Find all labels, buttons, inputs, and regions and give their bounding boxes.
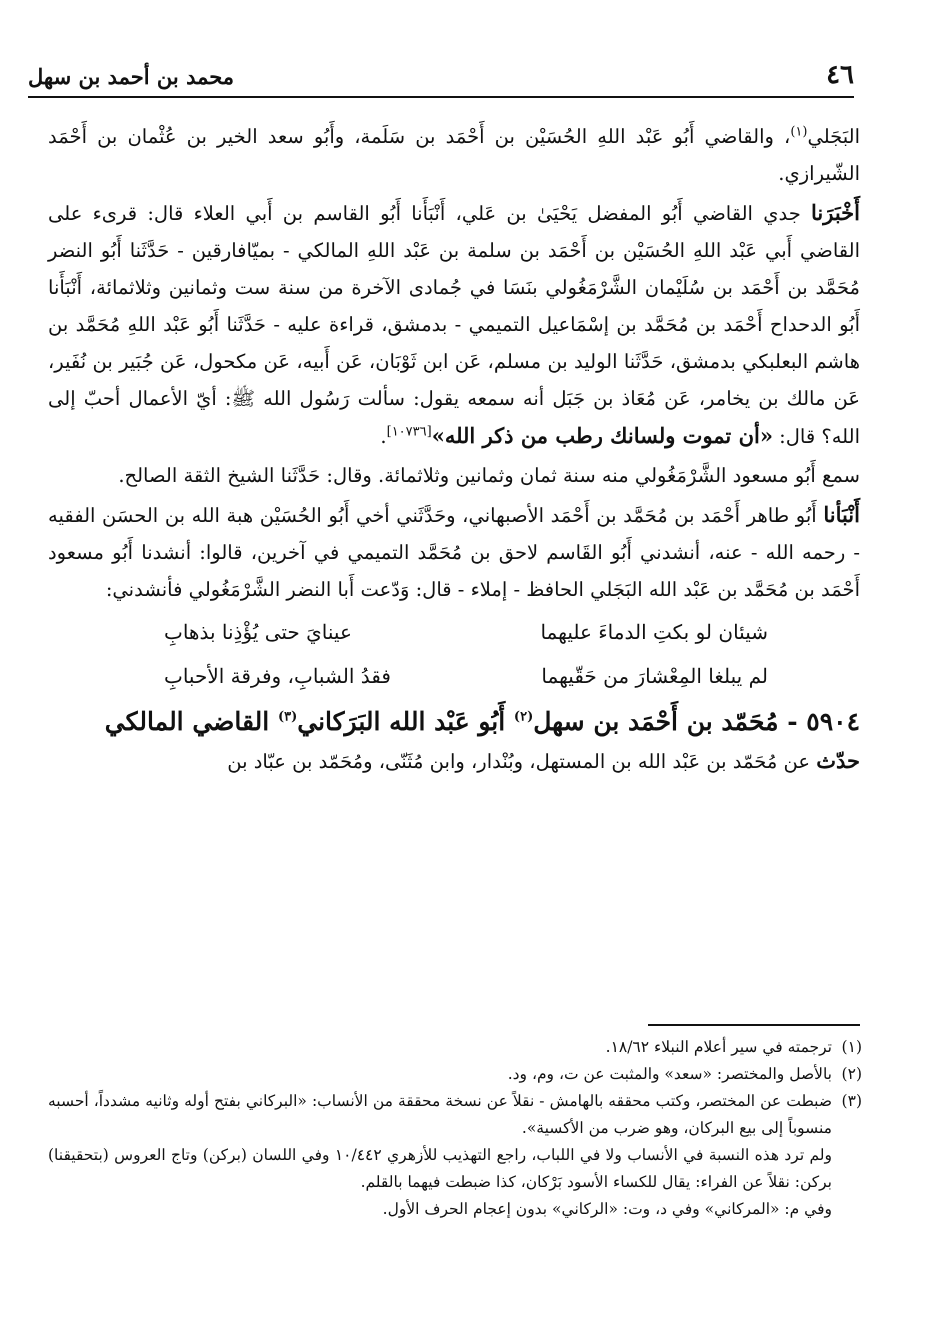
main-text: [48, 118, 860, 782]
verse-1-second-hemistich: عينايَ حتى يُؤْذِنا بذهابِ: [164, 620, 352, 644]
paragraph-1: [48, 118, 860, 192]
page-header: [28, 58, 854, 98]
paragraph-5-text: عن مُحَمّد بن عَبْد الله بن المستهل، وبُنْدار، وابن مُثَنّى، ومُحَمّد بن عبّاد بن: [227, 750, 817, 773]
footnote-3-continuation-2: وفي م: «المركاني» وفي د، وت: «الركاني» بدون إعجام الحرف الأول.: [382, 1200, 832, 1218]
paragraph-3: سمع أَبُو مسعود الشَّرْمَغُولي منه سنة ثمان وثمانين وثلاثمائة. وقال: حَدَّثَنا الشيخ الثقة الصالح.: [118, 464, 860, 487]
footnote-ref-3: (٣): [277, 709, 298, 725]
verse-2-first-hemistich: لم يبلغا المِعْشارَ من حَقّيهما: [541, 664, 768, 688]
footnote-1-text: ترجمته في سير أعلام النبلاء ١٨/٦٢.: [605, 1038, 832, 1056]
running-title: محمد بن أحمد بن سهل: [28, 64, 235, 89]
transmission-keyword-3: حدّث: [816, 748, 860, 773]
footnote-1-number: (١): [841, 1038, 862, 1056]
footnote-2-number: (٢): [841, 1065, 862, 1083]
footnote-3-continuation-1: ولم ترد هذه النسبة في الأنساب ولا في اللباب، راجع التهذيب للأزهري ١٠/٤٤٢ وفي اللسان (بركن) وتاج العروس (بتحقيقنا) بركن: نقلاً عن الفراء: يقال للكساء الأسود بَرْكان، كذا ضبطت فيهما بالقلم.: [48, 1146, 832, 1191]
verse-line-2: [48, 656, 860, 696]
footnote-3-text: ضبطت عن المختصر، وكتب محققه بالهامش - نقلاً عن نسخة محققة من الأنساب: «البركاني بفتح أوله وثانيه مشدداً، أحسبه منسوباً إلى بيع البركان، وهو ضرب من الأكسية».: [48, 1092, 832, 1137]
footnotes: [48, 1034, 862, 1223]
footnote-ref-1: (١): [790, 124, 808, 140]
entry-title-kunya: أَبُو عَبْد الله البَرَكاني: [297, 707, 514, 736]
footnote-3: [48, 1088, 862, 1142]
transmission-keyword: أَخْبَرَنا: [811, 200, 860, 225]
hadith-quote: «أن تموت ولسانك رطب من ذكر الله»: [431, 423, 773, 448]
transmission-keyword-2: أَنْبَأنا: [823, 502, 860, 527]
verse-1-first-hemistich: شيئان لو بكتِ الدماءَ عليهما: [540, 620, 768, 644]
page-number: ٤٦: [826, 60, 854, 90]
entry-title-role: القاضي المالكي: [104, 707, 278, 736]
paragraph-4: [48, 496, 860, 608]
footnote-separator: [648, 1024, 860, 1026]
entry-title-name: ٥٩٠٤ - مُحَمّد بن أَحْمَد بن سهل: [533, 707, 860, 736]
entry-heading: [48, 702, 860, 742]
verse-line-1: [48, 612, 860, 652]
paragraph-2-text: جدي القاضي أَبُو المفضل يَحْيَىٰ بن عَلي، أَنْبَأَنا أَبُو القاسم بن أَبي العلاء قال: قرىء على القاضي أَبي عَبْد اللهِ الحُسَيْن بن أَحْمَد بن سلمة بن عَبْد اللهِ المالكي - بميّافارقين - حَدَّثَنا أَبُو النضر مُحَمَّد بن أَحْمَد بن سُلَيْمان الشَّرْمَغُولي بنَسَا في جُمادى الآخرة من سنة ست وثمانين وثلاثمائة، أَنْبَأَنا أَبُو الدحداح أَحْمَد بن مُحَمَّد بن إسْمَاعيل التميمي - بدمشق، قراءة عليه - حَدَّثَنا أَبُو عَبْد اللهِ مُحَمَّد بن هاشم البعلبكي بدمشق، حَدَّثَنا الوليد بن مسلم، عَن ابن ثَوْبَان، عَن أَبيه، عَن مكحول، عَن جُبَير بن نُفَير، عَن مالك بن يخامر، عَن مُعَاذ بن جَبَل أنه سمعه يقول: سألت رَسُول الله ﷺ: أيّ الأعمال أحبّ إلى الله؟ قال:: [48, 202, 860, 448]
footnote-1: [48, 1034, 862, 1061]
footnote-3-number: (٣): [841, 1092, 862, 1110]
paragraph-1-rest: ، والقاضي أَبُو عَبْد اللهِ الحُسَيْن بن أَحْمَد بن سَلَمة، وأَبُو سعد الخير بن عُثْمان بن أَحْمَد الشّيرازي.: [48, 125, 860, 185]
footnote-ref-2: (٢): [513, 709, 534, 725]
paragraph-2: أَخْبَرَنا جدي القاضي أَبُو المفضل يَحْيَىٰ بن عَلي، أَنْبَأَنا أَبُو القاسم بن أَبي العلاء قال: قرىء على القاضي أَبي عَبْد اللهِ الحُسَيْن بن أَحْمَد بن سلمة بن عَبْد اللهِ المالكي - بميّافارقين - حَدَّثَنا أَبُو النضر مُحَمَّد بن أَحْمَد بن سُلَيْمان الشَّرْمَغُولي بنَسَا في جُمادى الآخرة من سنة ست وثمانين وثلاثمائة، أَنْبَأَنا أَبُو الدحداح أَحْمَد بن مُحَمَّد بن إسْمَاعيل التميمي - بدمشق، قراءة عليه - حَدَّثَنا أَبُو عَبْد اللهِ مُحَمَّد بن هاشم البعلبكي بدمشق، حَدَّثَنا الوليد بن مسلم، عَن ابن ثَوْبَان، عَن أَبيه، عَن مكحول، عَن جُبَير بن نُفَير، عَن مالك بن يخامر، عَن مُعَاذ بن جَبَل أنه سمعه يقول: سألت رَسُول الله ﷺ: أيّ الأعمال أحبّ إلى الله؟ قال: «أن تموت ولسانك رطب من ذكر الله»[١٠٧٣٦].: [48, 200, 860, 448]
hadith-number: [١٠٧٣٦]: [386, 424, 432, 440]
verse-2-second-hemistich: فقدُ الشبابِ، وفرقة الأحبابِ: [164, 664, 391, 688]
paragraph-5: [48, 742, 860, 780]
paragraph-1-start: البَجَلي: [807, 125, 860, 148]
footnote-2-text: بالأصل والمختصر: «سعد» والمثبت عن ت، وم، ود.: [507, 1065, 832, 1083]
paragraph-4-text: أَبُو طاهر أَحْمَد بن مُحَمَّد بن أَحْمَد الأصبهاني، وحَدَّثَني أخي أَبُو الحُسَيْن هبة الله بن الحسَن الفقيه - رحمه الله - عنه، أنشدني أَبُو القَاسم لاحق بن مُحَمَّد التميمي في آخرين، قالوا: أنشدنا أَبُو مسعود أَحْمَد بن مُحَمَّد بن عَبْد الله البَجَلي الحافظ - إملاء - قال: وَدّعت أَبا النضر الشَّرْمَغُولي فأنشدني:: [48, 504, 860, 601]
footnote-2: [48, 1061, 862, 1088]
